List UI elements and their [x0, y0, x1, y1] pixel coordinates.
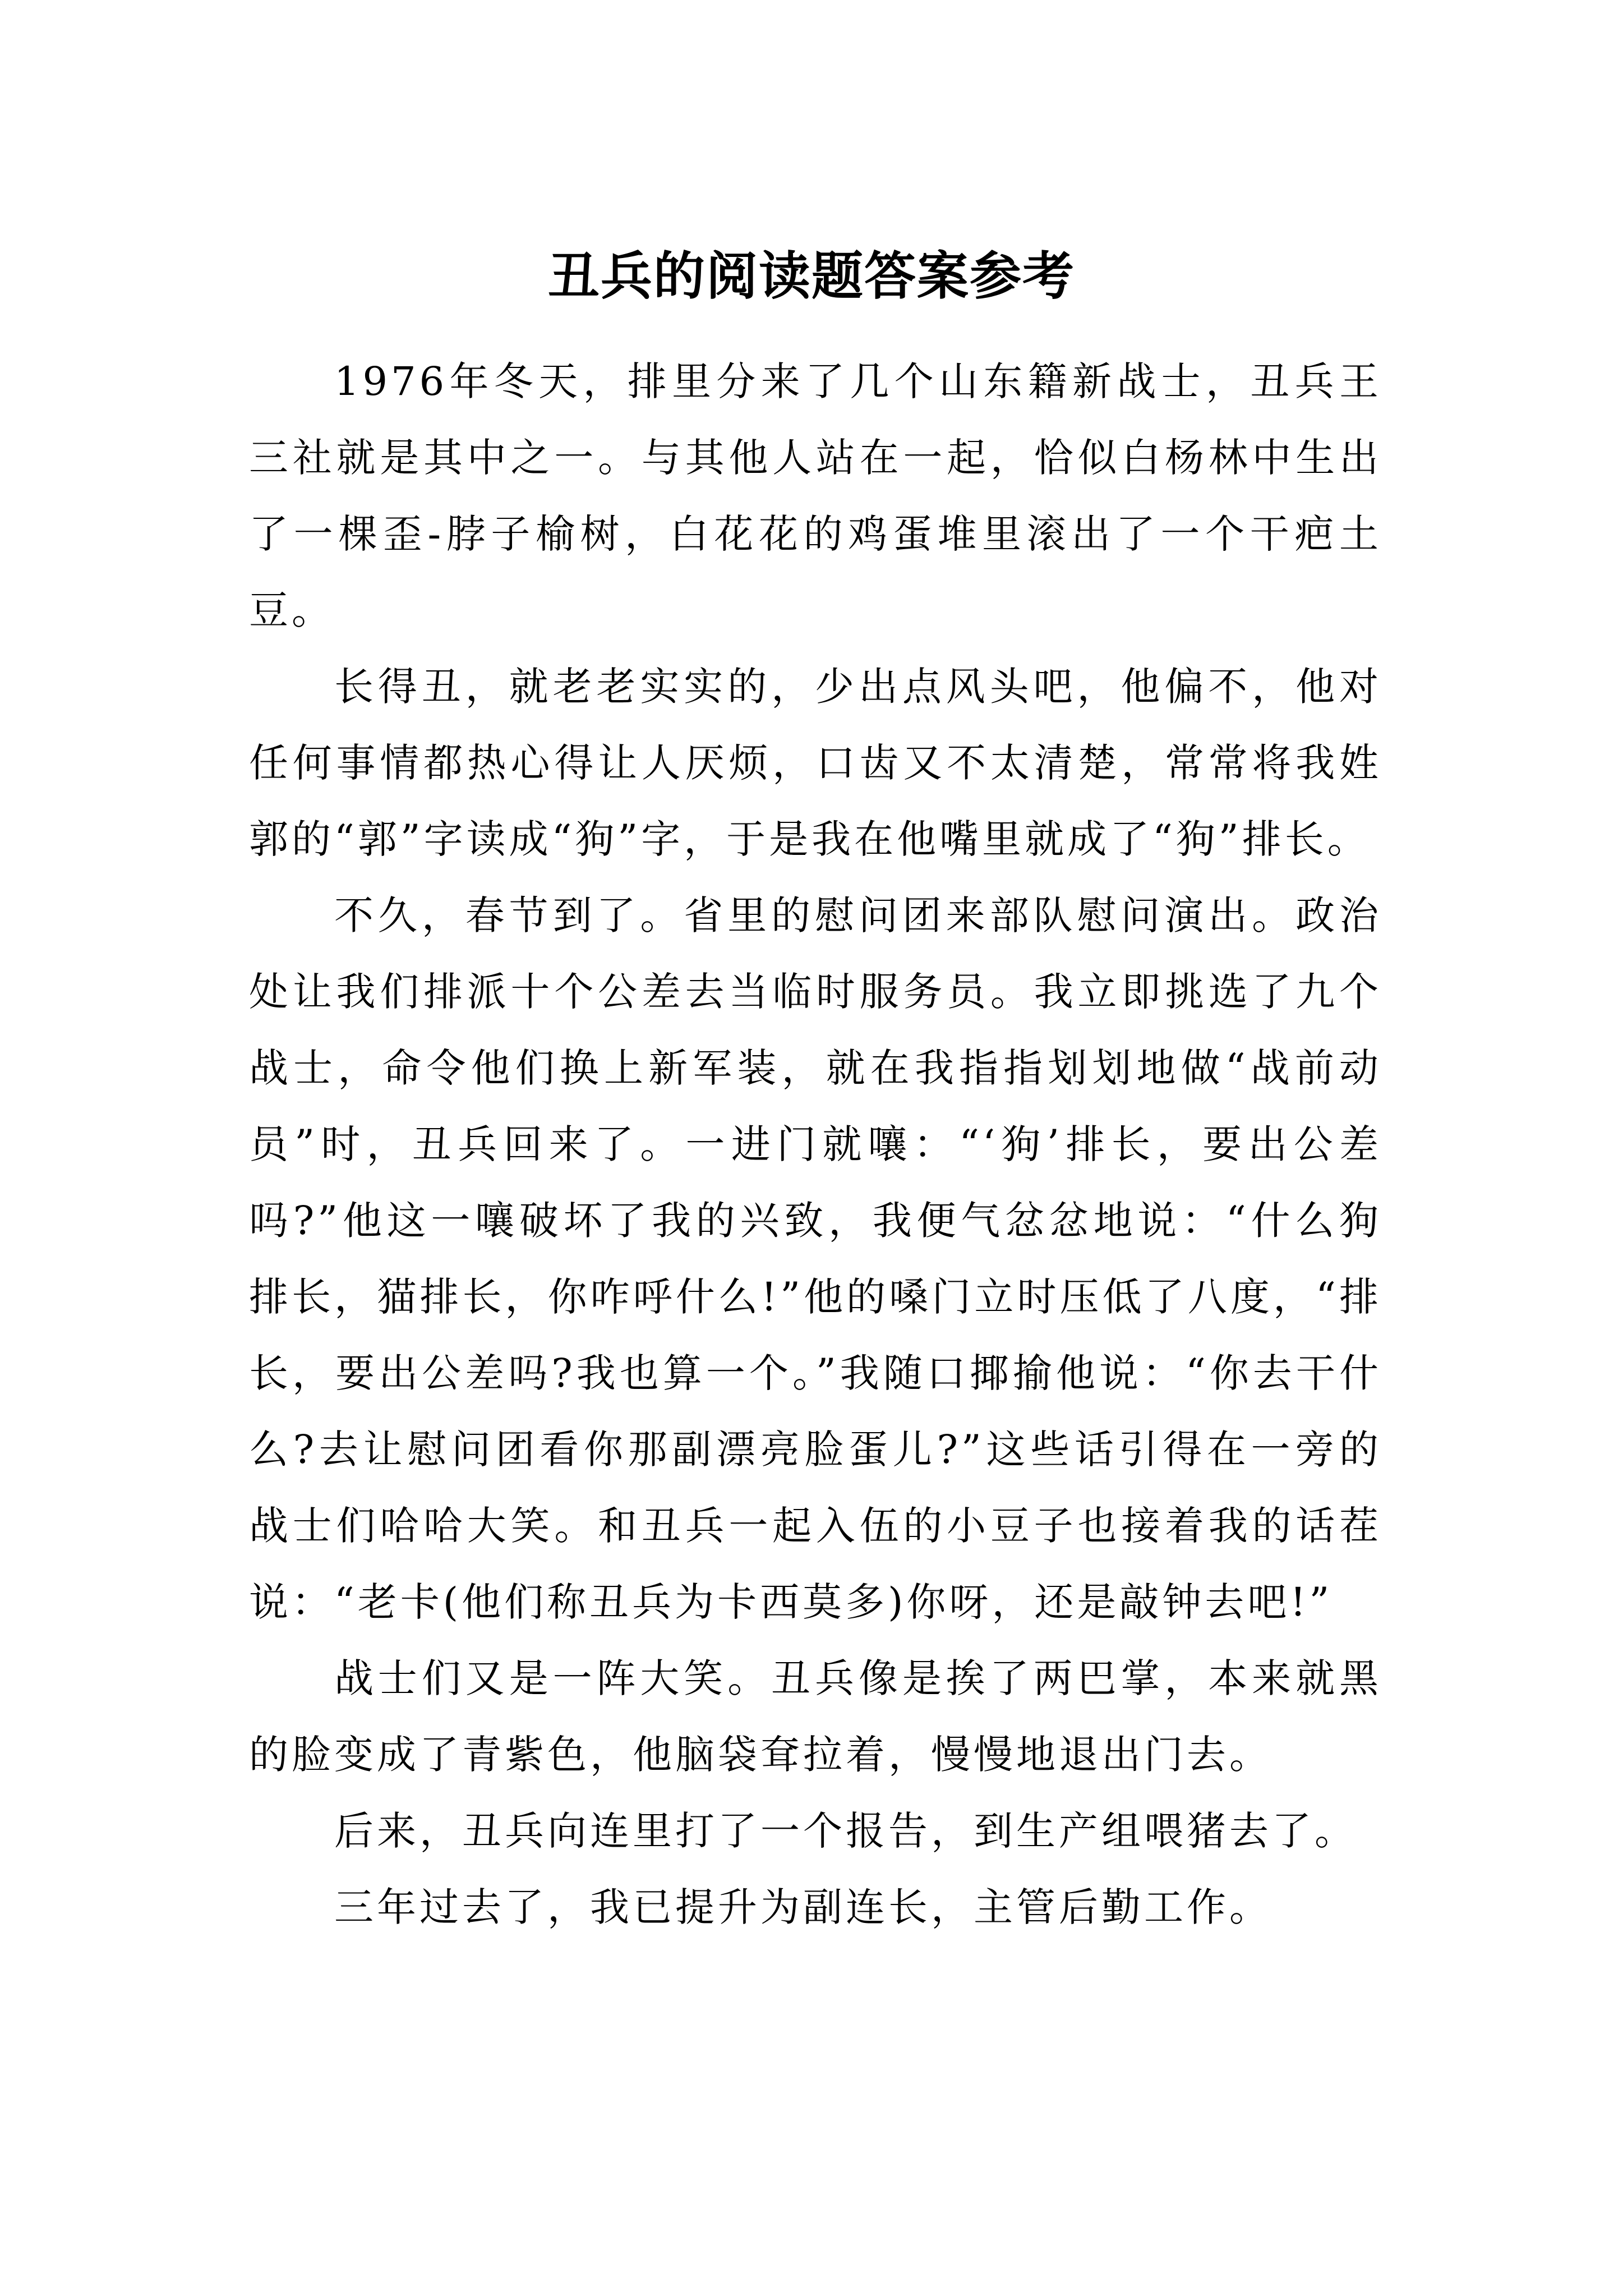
- paragraph-4: 战士们又是一阵大笑。丑兵像是挨了两巴掌，本来就黑的脸变成了青紫色，他脑袋耷拉着，慢慢地退出门去。: [249, 1655, 1382, 1778]
- paragraph-6: 三年过去了，我已提升为副连长，主管后勤工作。: [334, 1884, 1272, 1930]
- paragraph-1: 1976年冬天，排里分来了几个山东籍新战士，丑兵王三社就是其中之一。与其他人站在一起，恰似白杨林中生出了一棵歪-脖子榆树，白花花的鸡蛋堆里滚出了一个干疤土豆。: [249, 358, 1382, 633]
- document-body: [249, 343, 1382, 1945]
- paragraph-5: 后来，丑兵向连里打了一个报告，到生产组喂猪去了。: [334, 1808, 1357, 1854]
- paragraph-2: 长得丑，就老老实实的，少出点风头吧，他偏不，他对任何事情都热心得让人厌烦，口齿又不太清楚，常常将我姓郭的“郭”字读成“狗”字，于是我在他嘴里就成了“狗”排长。: [249, 664, 1382, 862]
- document-title: 丑兵的阅读题答案参考: [547, 245, 1075, 306]
- paragraph-3: 不久，春节到了。省里的慰问团来部队慰问演出。政治处让我们排派十个公差去当临时服务员。我立即挑选了九个战士，命令他们换上新军装，就在我指指划划地做“战前动员”时，丑兵回来了。一进门就嚷：“‘狗’排长，要出公差吗?”他这一嚷破坏了我的兴致，我便气忿忿地说：“什么狗排长，猫排长，你咋呼什么!”他的嗓门立时压低了八度，“排长，要出公差吗?我也算一个。”我随口揶揄他说：“你去干什么?去让慰问团看你那副漂亮脸蛋儿?”这些话引得在一旁的战士们哈哈大笑。和丑兵一起入伍的小豆子也接着我的话茬说：“老卡(他们称丑兵为卡西莫多)你呀，还是敲钟去吧!”: [249, 892, 1382, 1625]
